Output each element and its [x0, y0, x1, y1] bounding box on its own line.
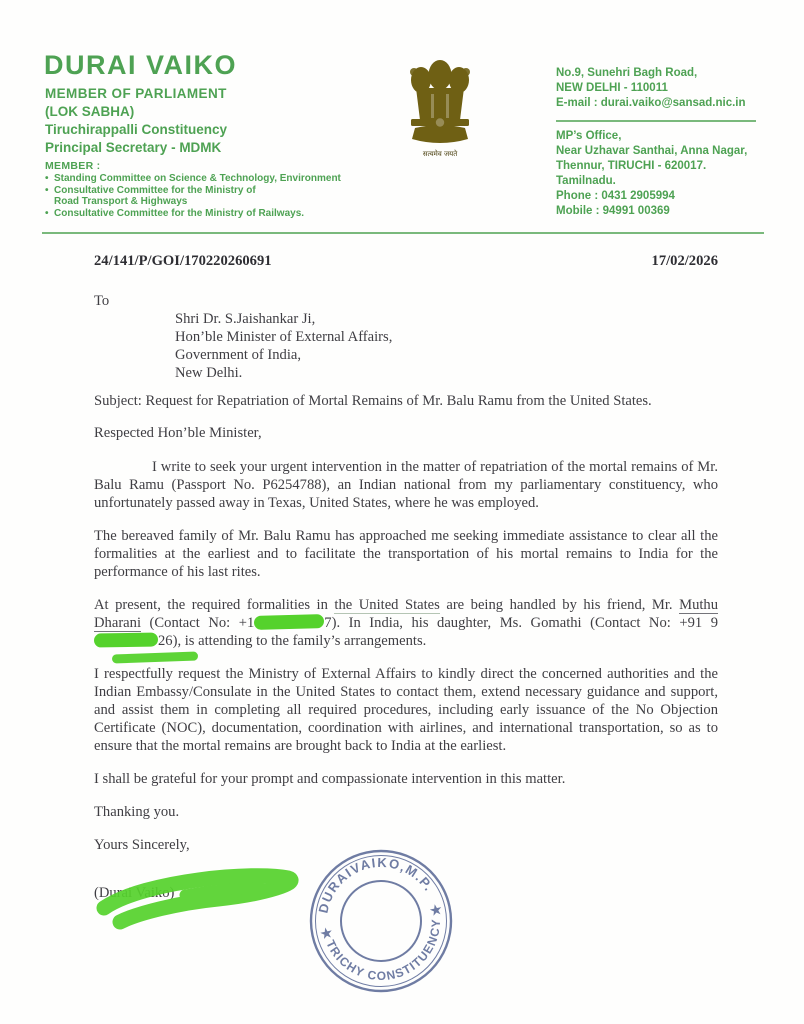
recipient-line: Hon’ble Minister of External Affairs, — [175, 329, 393, 345]
bullet-icon: • — [45, 207, 49, 219]
letterhead-divider — [42, 232, 764, 234]
phone-line: Phone : 0431 2905994 — [556, 190, 675, 202]
contact-person-name: Muthu Dharani — [94, 597, 719, 631]
round-stamp — [296, 836, 466, 1006]
emblem-motto: सत्यमेव जयते — [422, 150, 458, 158]
closing-line: Yours Sincerely, — [94, 837, 190, 853]
letterhead-name: DURAI VAIKO — [44, 50, 238, 80]
membership-text: Standing Committee on Science & Technology, Environment — [54, 173, 341, 184]
right-column-divider — [556, 120, 756, 122]
national-emblem-icon — [402, 58, 478, 160]
contacts-text: 26), is attending to the family’s arrangements. — [158, 633, 427, 649]
office-address-line: Near Uzhavar Santhai, Anna Nagar, — [556, 145, 748, 157]
stamp-bottom-text: TRICHY CONSTITUENCY — [323, 918, 444, 984]
letter-date: 17/02/2026 — [651, 253, 718, 269]
membership-item — [45, 185, 385, 197]
constituency-label: Tiruchirappalli Constituency — [45, 122, 228, 137]
mobile-line: Mobile : 94991 00369 — [556, 205, 670, 217]
paragraph-intro: I write to seek your urgent intervention in the matter of repatriation of the mortal remains of Mr. Balu Ramu (Passport No. P6254788), an Indian national from my parliamentary constituency, who unfortunately passed away in Texas, United States, where he was employed. — [94, 459, 718, 511]
membership-list — [45, 173, 385, 219]
paragraph-request: I respectfully request the Ministry of External Affairs to kindly direct the concerned authorities and the Indian Embassy/Consulate in the United States to contact them, extend necessary guidance and support, and assist them in completing all required procedures, including early issuance of the No Objection Certificate (NOC), documentation, coordination with airlines, and international transportation, so as to ensure that the mortal remains are brought back to India at the earliest. — [94, 666, 718, 754]
letter-body — [94, 252, 718, 902]
recipient-line: Shri Dr. S.Jaishankar Ji, — [175, 311, 316, 327]
member-heading: MEMBER : — [45, 160, 101, 172]
office-address-line: Thennur, TIRUCHI - 620017. — [556, 160, 707, 172]
paragraph-gratitude: I shall be grateful for your prompt and compassionate intervention in this matter. — [94, 771, 566, 787]
reference-number: 24/141/P/GOI/170220260691 — [94, 253, 272, 269]
delhi-address-line: NEW DELHI - 110011 — [556, 82, 668, 94]
delhi-address — [556, 66, 771, 111]
mp-role: MEMBER OF PARLIAMENT — [45, 86, 227, 101]
to-label: To — [94, 293, 110, 309]
recipient-block — [94, 292, 718, 382]
office-address-line: Tamilnadu. — [556, 175, 616, 187]
signature-scribble — [90, 866, 318, 930]
phone-redaction-marker — [94, 632, 158, 647]
phone-redaction-marker — [254, 614, 324, 630]
paragraph-contacts — [94, 596, 718, 650]
recipient-line: Government of India, — [175, 347, 302, 363]
lok-sabha-label: (LOK SABHA) — [45, 104, 135, 119]
contacts-text: the United States — [334, 597, 440, 613]
star-icon: ★ — [319, 924, 334, 942]
signatory-name: (Durai Vaiko) — [94, 885, 175, 901]
membership-text-continued: Road Transport & Highways — [54, 196, 188, 207]
salutation: Respected Hon’ble Minister, — [94, 425, 262, 441]
subject-line: Subject: Request for Repatriation of Mortal Remains of Mr. Balu Ramu from the United States. — [94, 393, 652, 409]
bullet-icon: • — [45, 173, 49, 184]
membership-item — [45, 208, 385, 220]
office-address-line: MP’s Office, — [556, 130, 622, 142]
contacts-text: 7). In India, his daughter, Ms. Gomathi (Contact No: +91 9 — [324, 615, 718, 631]
recipient-line: New Delhi. — [175, 365, 243, 381]
reference-row — [94, 252, 718, 270]
membership-text: Consultative Committee for the Ministry of — [54, 184, 256, 196]
mp-office-address — [556, 129, 771, 219]
membership-text: Consultative Committee for the Ministry of Railways. — [54, 207, 305, 219]
bullet-icon: • — [45, 184, 49, 196]
thanking-line: Thanking you. — [94, 804, 180, 820]
star-icon: ★ — [428, 901, 444, 919]
membership-item — [45, 173, 385, 185]
contacts-text: (Contact No: +1 — [141, 615, 255, 631]
contacts-text: At present, the required formalities in — [94, 597, 335, 613]
contacts-text: are being handled by his friend, Mr. — [439, 597, 680, 613]
email-line: E-mail : durai.vaiko@sansad.nic.in — [556, 97, 746, 109]
principal-secretary-label: Principal Secretary - MDMK — [45, 140, 222, 155]
delhi-address-line: No.9, Sunehri Bagh Road, — [556, 67, 698, 79]
stamp-top-text: DURAIVAIKO,M.P. — [315, 854, 438, 915]
paragraph-family: The bereaved family of Mr. Balu Ramu has approached me seeking immediate assistance to clear all the formalities at the earliest and to facilitate the transportation of his mortal remains to India for the performance of his last rites. — [94, 528, 718, 580]
